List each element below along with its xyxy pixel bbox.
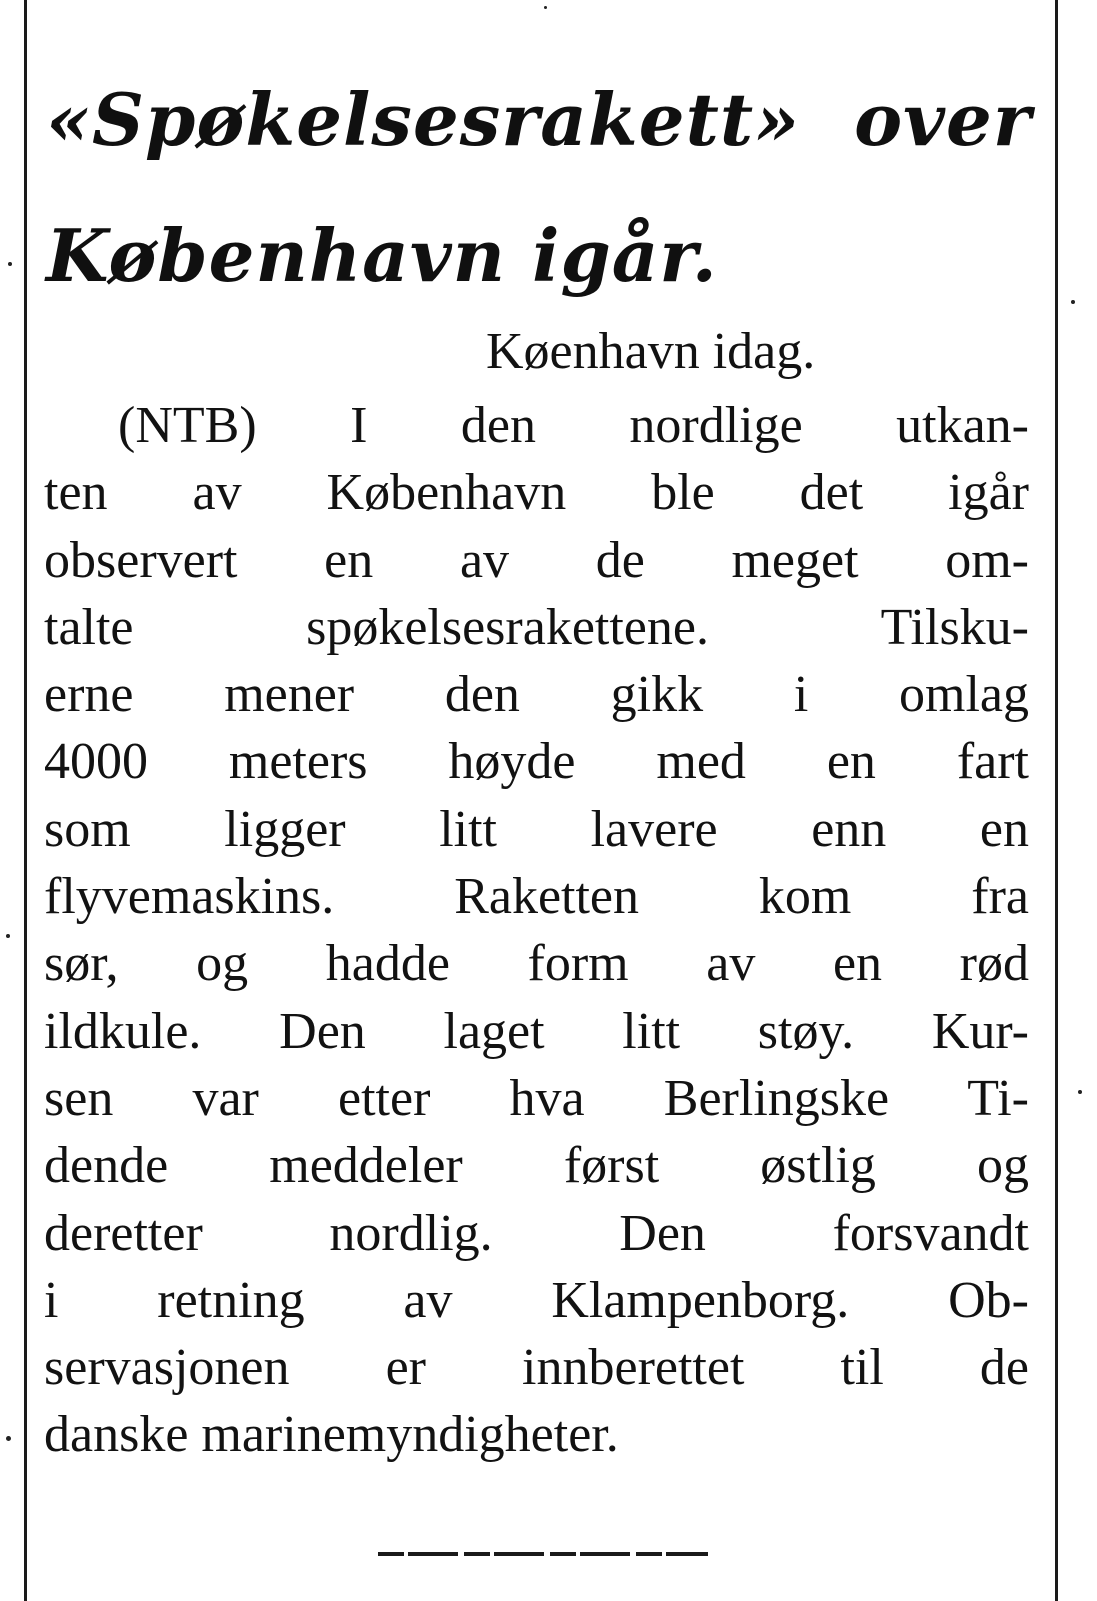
print-speck [1071, 300, 1075, 304]
column-rule-left [24, 0, 27, 1601]
body-line: talte spøkelsesrakettene. Tilsku- [44, 598, 1029, 656]
body-line: som ligger litt lavere enn en [44, 800, 1029, 858]
body-line: sør, og hadde form av en rød [44, 935, 1029, 993]
body-line: sen var etter hva Berlingske Ti- [44, 1069, 1029, 1127]
body-line: erne mener den gikk i omlag [44, 666, 1029, 724]
column-rule-right [1055, 0, 1058, 1601]
article-end-rule [378, 1552, 708, 1556]
body-line: flyvemaskins. Raketten kom fra [44, 868, 1029, 926]
print-speck [544, 6, 547, 9]
dateline: Køenhavn idag. [486, 323, 816, 380]
body-line: deretter nordlig. Den forsvandt [44, 1204, 1029, 1262]
body-line: i retning av Klampenborg. Ob- [44, 1271, 1029, 1329]
body-line: 4000 meters høyde med en fart [44, 733, 1029, 791]
print-speck [8, 262, 12, 266]
headline-line-1: «Spøkelsesrakett» over [46, 77, 1032, 162]
print-speck [1078, 1090, 1082, 1094]
body-line: danske marinemyndigheter. [44, 1406, 619, 1464]
body-line: ten av København ble det igår [44, 464, 1029, 522]
headline [46, 52, 1046, 324]
body-line: servasjonen er innberettet til de [44, 1339, 1029, 1397]
body-line: observert en av de meget om- [44, 531, 1029, 589]
article-body [44, 392, 1029, 1469]
headline-line-2: København igår. [46, 213, 718, 298]
body-line: ildkule. Den laget litt støy. Kur- [44, 1002, 1029, 1060]
body-line: (NTB) I den nordlige utkan- [118, 397, 1029, 454]
print-speck [6, 1436, 11, 1441]
print-speck [6, 934, 10, 938]
body-line: dende meddeler først østlig og [44, 1137, 1029, 1195]
